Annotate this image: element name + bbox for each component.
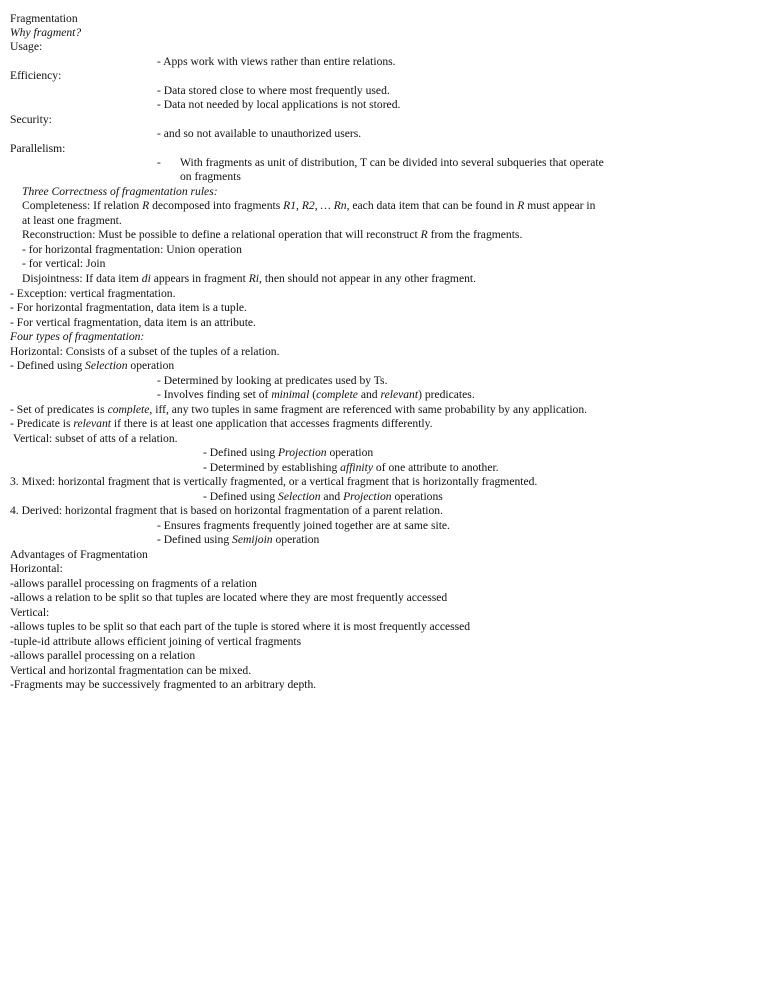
text-line: - Defined using Projection operation [203, 446, 374, 459]
heading-parallelism: Parallelism: [10, 142, 66, 155]
text-line: - Exception: vertical fragmentation. [10, 287, 176, 300]
doc-title: Fragmentation [10, 12, 78, 25]
text-line: - For vertical fragmentation, data item is an attribute. [10, 316, 256, 329]
text-line: - Data stored close to where most frequently used. [157, 84, 390, 97]
rule-disjointness: Disjointness: If data item di appears in fragment Ri, then should not appear in any other fragment. [22, 272, 477, 285]
text-line: Vertical: subset of atts of a relation. [13, 432, 178, 445]
text-line: Vertical and horizontal fragmentation can be mixed. [10, 664, 252, 677]
text-line: at least one fragment. [22, 214, 122, 227]
text-line: -allows parallel processing on fragments of a relation [10, 577, 257, 590]
heading-vertical: Vertical: [10, 606, 50, 619]
subheading-why-fragment: Why fragment? [10, 26, 82, 39]
heading-horizontal: Horizontal: [10, 562, 63, 575]
text-line: 4. Derived: horizontal fragment that is based on horizontal fragmentation of a parent relation. [10, 504, 444, 517]
text-line: - Determined by looking at predicates used by Ts. [157, 374, 388, 387]
text-line: Horizontal: Consists of a subset of the tuples of a relation. [10, 345, 280, 358]
text-line: - for vertical: Join [22, 257, 106, 270]
text-line: - Data not needed by local applications is not stored. [157, 98, 401, 111]
text-line: - Predicate is relevant if there is at least one application that accesses fragments differently. [10, 417, 433, 430]
heading-security: Security: [10, 113, 52, 126]
text-line: - for horizontal fragmentation: Union operation [22, 243, 242, 256]
text-line: -allows a relation to be split so that tuples are located where they are most frequently accessed [10, 591, 448, 604]
rule-reconstruction: Reconstruction: Must be possible to define a relational operation that will reconstruct R from the fragments. [22, 228, 523, 241]
text-line: 3. Mixed: horizontal fragment that is vertically fragmented, or a vertical fragment that is horizontally fragmented. [10, 475, 538, 488]
rule-completeness: Completeness: If relation R decomposed into fragments R1, R2, … Rn, each data item that can be found in R must appear in [22, 199, 596, 212]
text-line: - and so not available to unauthorized users. [157, 127, 362, 140]
text-line: -Fragments may be successively fragmented to an arbitrary depth. [10, 678, 317, 691]
text-line: With fragments as unit of distribution, T can be divided into several subqueries that operate [180, 156, 604, 169]
bullet-dash: - [157, 156, 161, 169]
text-line: on fragments [180, 170, 241, 183]
text-line: -allows parallel processing on a relation [10, 649, 196, 662]
text-line: - Ensures fragments frequently joined together are at same site. [157, 519, 450, 532]
text-line: - Defined using Selection operation [10, 359, 175, 372]
subheading-correctness-rules: Three Correctness of fragmentation rules: [22, 185, 218, 198]
text-line: - Involves finding set of minimal (complete and relevant) predicates. [157, 388, 475, 401]
text-line: - Apps work with views rather than entire relations. [157, 55, 396, 68]
text-line: -tuple-id attribute allows efficient joining of vertical fragments [10, 635, 302, 648]
heading-advantages: Advantages of Fragmentation [10, 548, 148, 561]
text-line: - Defined using Selection and Projection operations [203, 490, 443, 503]
text-line: -allows tuples to be split so that each part of the tuple is stored where it is most frequently accessed [10, 620, 471, 633]
text-line: - For horizontal fragmentation, data item is a tuple. [10, 301, 247, 314]
text-line: - Defined using Semijoin operation [157, 533, 320, 546]
heading-usage: Usage: [10, 40, 43, 53]
text-line: - Set of predicates is complete, iff, any two tuples in same fragment are referenced with same probability by any application. [10, 403, 588, 416]
heading-efficiency: Efficiency: [10, 69, 62, 82]
text-line: - Determined by establishing affinity of one attribute to another. [203, 461, 499, 474]
subheading-four-types: Four types of fragmentation: [10, 330, 145, 343]
